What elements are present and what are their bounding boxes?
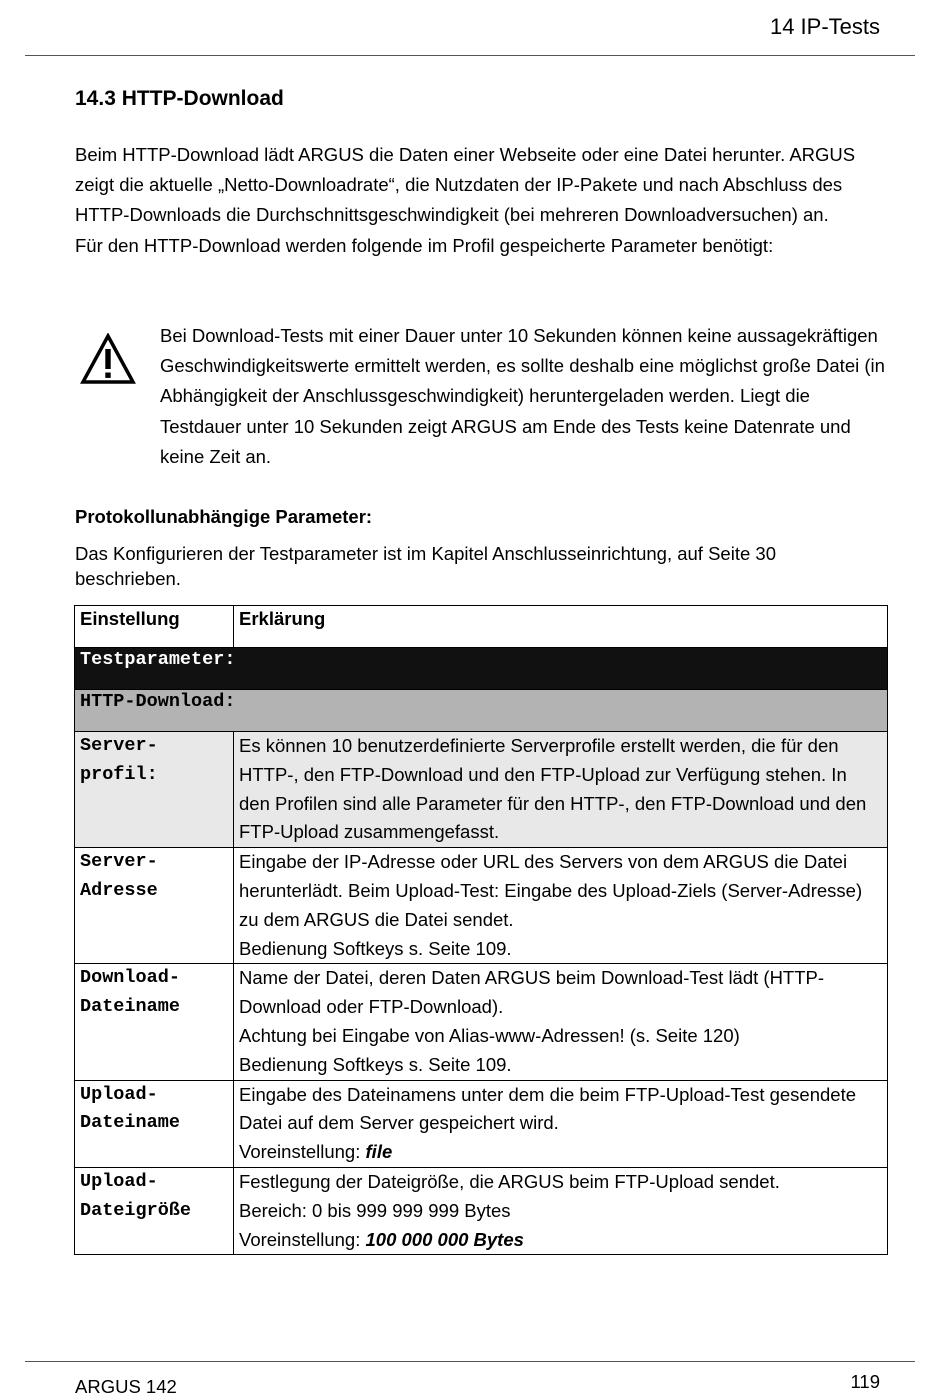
footer-divider: [25, 1361, 915, 1362]
intro-paragraph: Für den HTTP-Download werden folgende im Profil gespeicherte Parameter benötigt:: [75, 234, 774, 256]
explanation-text: Es können 10 benutzerdefinierte Serverprofile erstellt werden, die für den HTTP-, den FTP-Download und den FTP-Upload zur Verfügung stehen. In den Profilen sind alle Parameter für den HTTP-, den FTP-Download und den FTP-Upload zusammengefasst.: [239, 735, 867, 843]
band-label: Testparameter:: [75, 648, 888, 690]
setting-explanation: [234, 848, 888, 964]
setting-name: [75, 732, 234, 848]
setting-name-line: Download-: [80, 967, 180, 989]
setting-explanation: [234, 732, 888, 848]
explanation-text: Achtung bei Eingabe von Alias-www-Adressen! (s. Seite 120): [239, 1024, 740, 1046]
column-header-setting: Einstellung: [75, 606, 234, 648]
setting-name: [75, 848, 234, 964]
setting-name-line: Dateigröße: [80, 1199, 192, 1221]
default-label: Voreinstellung:: [239, 1228, 366, 1250]
setting-name-line: Adresse: [80, 879, 158, 901]
default-value: file: [365, 1141, 393, 1163]
explanation-text: Bereich: 0 bis 999 999 999 Bytes: [239, 1199, 511, 1221]
explanation-text: Bedienung Softkeys s. Seite 109.: [239, 937, 512, 959]
column-header-explanation: Erklärung: [234, 606, 888, 648]
setting-name-line: Upload-: [80, 1170, 158, 1192]
table-band-http-download: [75, 690, 888, 732]
explanation-text: Eingabe der IP-Adresse oder URL des Servers von dem ARGUS die Datei herunterlädt. Beim Upload-Test: Eingabe des Upload-Ziels (Server-Adresse) zu dem ARGUS die Datei sendet.: [239, 851, 863, 930]
header-divider: [25, 55, 915, 56]
band-label: HTTP-Download:: [75, 690, 888, 732]
table-row: [75, 1080, 888, 1167]
intro-text: [75, 140, 885, 261]
setting-name: [75, 1080, 234, 1167]
setting-explanation: [234, 964, 888, 1080]
table-band-testparameter: [75, 648, 888, 690]
table-row: [75, 732, 888, 848]
setting-name-line: profil:: [80, 763, 158, 785]
parameter-table: [74, 605, 888, 1255]
default-value: 100 000 000 Bytes: [365, 1228, 524, 1250]
setting-name: [75, 1167, 234, 1254]
setting-name-line: Server-: [80, 735, 158, 756]
explanation-text: Festlegung der Dateigröße, die ARGUS beim FTP-Upload sendet.: [239, 1170, 780, 1192]
params-heading: Protokollunabhängige Parameter:: [75, 506, 373, 527]
warning-triangle-icon: [80, 333, 136, 385]
intro-paragraph: Beim HTTP-Download lädt ARGUS die Daten einer Webseite oder eine Datei herunter. ARGUS zeigt die aktuelle „Netto-Downloadrate“, die Nutzdaten der IP-Pakete und nach Abschluss des HTTP-Downloads die Durchschnittsgeschwindigkeit (bei mehreren Downloadversuchen) an.: [75, 144, 856, 226]
chapter-header: 14 IP-Tests: [769, 14, 880, 39]
table-row: [75, 1167, 888, 1254]
setting-explanation: [234, 1080, 888, 1167]
params-description: Das Konfigurieren der Testparameter ist im Kapitel Anschlusseinrichtung, auf Seite 30 beschrieben.: [75, 543, 776, 589]
page-number: 119: [850, 1371, 880, 1392]
explanation-text: Eingabe des Dateinamens unter dem die beim FTP-Upload-Test gesendete Datei auf dem Server gespeichert wird.: [239, 1083, 857, 1134]
table-row: [75, 964, 888, 1080]
setting-name-line: Dateiname: [80, 996, 180, 1018]
setting-name-line: Upload-: [80, 1083, 158, 1105]
setting-explanation: [234, 1167, 888, 1254]
setting-name-line: Dateiname: [80, 1112, 180, 1134]
table-row: [75, 848, 888, 964]
setting-name: [75, 964, 234, 1080]
explanation-text: Name der Datei, deren Daten ARGUS beim Download-Test lädt (HTTP-Download oder FTP-Download).: [239, 967, 825, 1018]
setting-name-line: Server-: [80, 851, 158, 873]
footer-product: ARGUS 142: [75, 1376, 177, 1397]
section-title: 14.3 HTTP-Download: [75, 87, 284, 110]
warning-text: Bei Download-Tests mit einer Dauer unter 10 Sekunden können keine aussagekräftigen Geschwindigkeitswerte ermittelt werden, es sollte deshalb eine möglichst große Datei (in Abhängigkeit der Anschlussgeschwindigkeit) heruntergeladen werden. Liegt die Testdauer unter 10 Sekunden zeigt ARGUS am Ende des Tests keine Datenrate und keine Zeit an.: [160, 325, 885, 467]
explanation-text: Bedienung Softkeys s. Seite 109.: [239, 1053, 512, 1075]
default-label: Voreinstellung:: [239, 1141, 366, 1163]
table-header-row: [75, 606, 888, 648]
